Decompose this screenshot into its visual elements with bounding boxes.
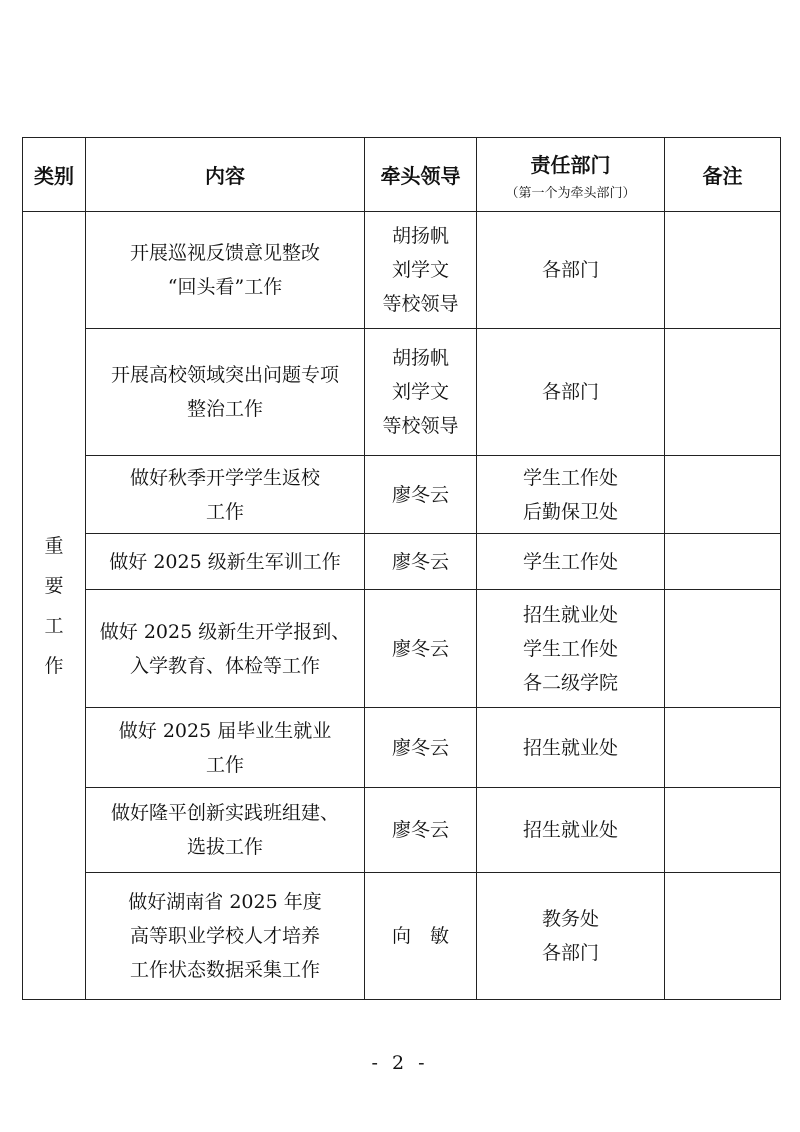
work-plan-table xyxy=(22,137,781,1000)
content-cell-line: 工作 xyxy=(205,753,244,776)
leader-cell-line: 廖冬云 xyxy=(391,550,449,573)
category-char: 重 xyxy=(44,534,64,557)
page-number: - 2 - xyxy=(371,1052,429,1074)
remark-cell xyxy=(665,708,781,788)
content-cell-line: 开展巡视反馈意见整改 xyxy=(129,242,320,264)
department-cell-line: 各二级学院 xyxy=(522,671,618,694)
table-row xyxy=(23,212,781,329)
content-cell-line: “回头看”工作 xyxy=(167,276,283,298)
content-cell-line: 做好秋季开学学生返校 xyxy=(129,466,320,489)
department-cell-line: 各部门 xyxy=(541,942,599,964)
leader-cell-line: 等校领导 xyxy=(382,293,459,315)
leader-cell xyxy=(365,873,477,1000)
remark-cell xyxy=(665,873,781,1000)
content-cell-line: 工作状态数据采集工作 xyxy=(129,959,320,981)
table-header-row xyxy=(23,138,781,212)
leader-cell-line: 廖冬云 xyxy=(391,819,449,841)
header-remark: 备注 xyxy=(665,138,781,212)
department-cell-line: 招生就业处 xyxy=(522,736,618,759)
content-cell-line: 做好 2025 级新生开学报到、 xyxy=(99,620,351,643)
header-department-note: （第一个为牵头部门） xyxy=(505,185,636,201)
leader-cell-line: 刘学文 xyxy=(391,259,449,281)
department-cell xyxy=(477,212,665,329)
department-cell-line: 招生就业处 xyxy=(522,819,618,841)
leader-cell-line: 廖冬云 xyxy=(391,483,449,506)
department-cell xyxy=(477,534,665,590)
header-content: 内容 xyxy=(86,138,365,212)
content-cell xyxy=(86,873,365,1000)
table-row xyxy=(23,590,781,708)
remark-cell xyxy=(665,456,781,534)
department-cell-line: 教务处 xyxy=(541,908,599,930)
leader-cell xyxy=(365,456,477,534)
content-cell-line: 选拔工作 xyxy=(186,836,263,858)
leader-cell-line: 胡扬帆 xyxy=(391,225,449,247)
content-cell-line: 开展高校领域突出问题专项 xyxy=(110,364,339,386)
department-cell-line: 各部门 xyxy=(541,259,599,281)
department-cell xyxy=(477,788,665,873)
table-row xyxy=(23,329,781,456)
table-row xyxy=(23,456,781,534)
header-leader: 牵头领导 xyxy=(365,138,477,212)
department-cell-line: 学生工作处 xyxy=(522,637,618,660)
department-cell-line: 各部门 xyxy=(541,381,599,403)
leader-cell-line: 胡扬帆 xyxy=(391,347,449,369)
content-cell-line: 做好隆平创新实践班组建、 xyxy=(110,802,339,824)
leader-cell xyxy=(365,788,477,873)
category-char: 要 xyxy=(44,574,64,597)
content-cell xyxy=(86,708,365,788)
leader-cell xyxy=(365,708,477,788)
remark-cell xyxy=(665,329,781,456)
department-cell xyxy=(477,873,665,1000)
table-row xyxy=(23,708,781,788)
department-cell-line: 后勤保卫处 xyxy=(522,500,618,523)
department-cell xyxy=(477,329,665,456)
category-char: 工 xyxy=(44,614,64,637)
department-cell xyxy=(477,708,665,788)
leader-cell-line: 廖冬云 xyxy=(391,736,449,759)
leader-cell-line: 等校领导 xyxy=(382,415,459,437)
content-cell-line: 工作 xyxy=(205,500,244,523)
content-cell xyxy=(86,788,365,873)
header-department-title: 责任部门 xyxy=(530,152,611,177)
department-cell-line: 招生就业处 xyxy=(522,603,618,626)
content-cell xyxy=(86,456,365,534)
content-cell-line: 做好湖南省 2025 年度 xyxy=(128,891,322,913)
category-cell xyxy=(23,212,86,1000)
table-row xyxy=(23,534,781,590)
content-cell-line: 入学教育、体检等工作 xyxy=(129,654,320,677)
department-cell-line: 学生工作处 xyxy=(522,550,618,573)
content-cell xyxy=(86,590,365,708)
table-row xyxy=(23,873,781,1000)
content-cell-line: 高等职业学校人才培养 xyxy=(129,925,320,947)
content-cell-line: 整治工作 xyxy=(186,398,263,420)
department-cell xyxy=(477,590,665,708)
content-cell xyxy=(86,329,365,456)
department-cell xyxy=(477,456,665,534)
table-row xyxy=(23,788,781,873)
leader-cell xyxy=(365,534,477,590)
remark-cell xyxy=(665,534,781,590)
department-cell-line: 学生工作处 xyxy=(522,466,618,489)
category-char: 作 xyxy=(44,654,64,677)
leader-cell xyxy=(365,212,477,329)
leader-cell xyxy=(365,329,477,456)
header-department xyxy=(477,138,665,212)
leader-cell xyxy=(365,590,477,708)
leader-cell-line: 向 敏 xyxy=(391,925,449,947)
leader-cell-line: 廖冬云 xyxy=(391,637,449,660)
content-cell-line: 做好 2025 级新生军训工作 xyxy=(109,550,341,573)
header-category: 类别 xyxy=(23,138,86,212)
content-cell xyxy=(86,534,365,590)
remark-cell xyxy=(665,590,781,708)
remark-cell xyxy=(665,788,781,873)
content-cell xyxy=(86,212,365,329)
remark-cell xyxy=(665,212,781,329)
leader-cell-line: 刘学文 xyxy=(391,381,449,403)
content-cell-line: 做好 2025 届毕业生就业 xyxy=(118,719,332,742)
